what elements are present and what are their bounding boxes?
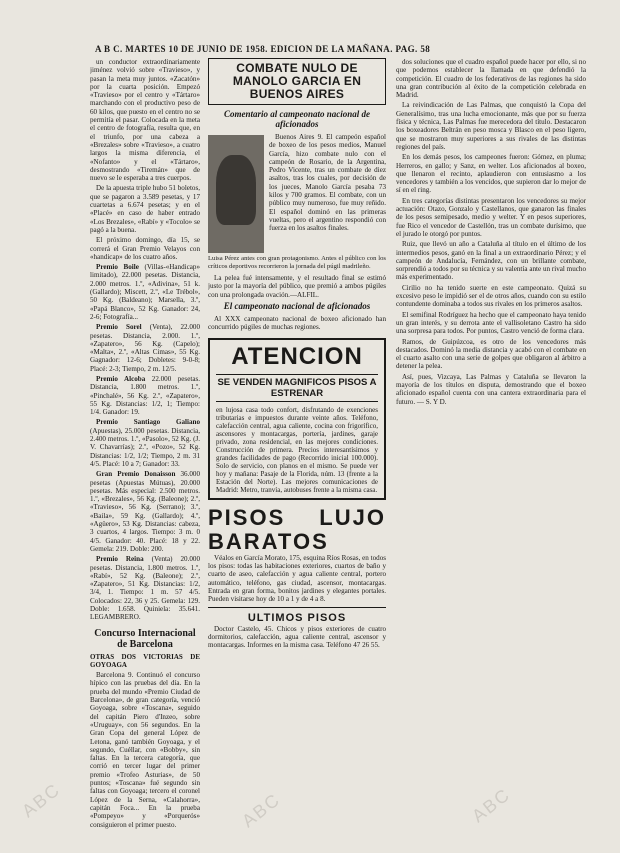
race-result bbox=[90, 263, 200, 321]
race-result bbox=[90, 470, 200, 553]
pisos-title: PISOS LUJO BARATOS bbox=[208, 504, 386, 554]
column-1 bbox=[90, 58, 200, 848]
column-2 bbox=[208, 58, 386, 848]
boxing-photo bbox=[208, 135, 264, 253]
article-paragraph: En los demás pesos, los campeones fueron: Gómez, en pluma; Herreros, en gallo; y Sanz, en welter. Los aficionados al boxeo, que llenaron el recinto, aplaudieron con entusiasmo a los vencedores y también a los vencidos, que supieron dar lo mejor de sí en el ring. bbox=[396, 153, 586, 195]
ultimos-title: ULTIMOS PISOS bbox=[247, 612, 347, 625]
race-title: Gran Premio Donaisson bbox=[96, 470, 176, 479]
abc-watermark: ABC bbox=[238, 788, 285, 832]
pisos-ad bbox=[208, 506, 386, 650]
combate-text-2: La pelea fué intensamente, y el resultado final se estimó justo por la mayoría del público, que premió a ambos púgiles con una prolongada ovación.—ALFIL. bbox=[208, 274, 386, 299]
article-paragraph: El próximo domingo, día 15, se correrá el Gran Premio Velayos con «handicap» de los cuatro años. bbox=[90, 236, 200, 261]
article-paragraph: un conductor extraordinariamente jiménez volvió sobre «Travieso», y pasan la meta muy juntos. «Zacatón» por la cuarta posición. Empezó «Travieso» por el centro y «Tártaro» marchando con el productivo peso de 60 kilos, que puesto en el centro no se permitía el pasar. Colocada en la meta el centro de fotografía, resulta que, en el triunfo, por una cabeza a «Brezales» sobre «Travieso», a cuatro largos la misma diferencia, el «Nofanto» y el «Tártaro», desmostrando «Tiremán» que de nuevo se le esperaba a tres cuerpos. bbox=[90, 58, 200, 183]
article-paragraph: De la apuesta triple hubo 51 boletos, que se pagaron a 3.589 pesetas, y 17 cuartetas a 6.674 pesetas; y en el «Placé» en caso de haber entrado «Los Brezales», «Rabí» y «Tocolo» se pagó a la buena. bbox=[90, 184, 200, 234]
article-paragraph: El semifinal Rodríguez ha hecho que el campeonato haya tenido un gran interés, y su derrota ante el vallisoletano Castro ha sido una sorpresa para todos. Por puntos, Castro venció de forma clara. bbox=[396, 310, 586, 336]
race-text: 22.000 pesetas. Distancia, 1.800 metros. 1.º, «Pinchalé», 56 Kg. 2.º, «Zapatero», 55 Kg. Distancias: 1/2, 1; Tiempo: 1/4. Ganador: 19. bbox=[90, 374, 200, 417]
concurso-headline: Concurso Internacional de Barcelona bbox=[94, 627, 196, 650]
ultimos-body: Doctor Castelo, 45. Chicos y pisos exteriores de cuatro dormitorios, calefacción, agua caliente central, ascensor y montacargas. Informes en la misma casa. Teléfono 47 26 55. bbox=[208, 624, 386, 650]
ad-subtitle: SE VENDEN MAGNIFICOS PISOS A ESTRENAR bbox=[216, 374, 378, 402]
column-3 bbox=[396, 58, 586, 848]
race-text: (Apuestas), 25.000 pesetas. Distancia, 2.400 metros. 1.º, «Pasolo», 52 Kg. (J. V. Chavarrías); 2.º, «Pozo», 52 Kg. Distancias: 1/2, 1/2; Tiempo, 2 m. 31 4/5. Placé: 10 a 7; Ganador: 33. bbox=[90, 426, 200, 468]
race-text: (Venta), 22.000 pesetas. Distancia, 2.000. 1.º, «Zapatero», 56 Kg. (Capelo); «Malta», 2.º, «Altas Cimas», 55 Kg. Gagnador: 12-6; Dobletes: 9-0-8; Placé: 2-3; Tiempo, 2 m. 12/5. bbox=[90, 323, 200, 373]
ad-body: en lujosa casa todo confort, disfrutando de exenciones tributarias e impuestos durante veinte años. Teléfono, calefacción central, agua caliente, cocina con frigorífico, ascensores y montacargas, portería, jardines, garaje privado, zona residencial, en las mejores condiciones. Construcción de primera. Precios interesantísimos y grandes facilidades de pago (Recorrido inicial 100.000). Solo de servicio, con planos en el mismo. Se puede ver hoy y mañana: Pasaje de la Florida, núm. 13 (frente a la Estación del Norte). Las mejores comunicaciones de Madrid: Metro, tranvía, autobuses frente a la misma casa. bbox=[216, 405, 378, 494]
race-result bbox=[90, 375, 200, 416]
abc-watermark: ABC bbox=[18, 778, 65, 822]
article-paragraph: Ruiz, que llevó un año a Cataluña al título en el último de los intermedios pesos, ganó en la final a un extraordinario Pérez; y el campeón de Andalucía, Fernández, con un brillante combate, sorprendió a todos por su técnica y su valentía ante un rival mucho más experimentado. bbox=[396, 240, 586, 282]
page-header: A B C. MARTES 10 DE JUNIO DE 1958. EDICION DE LA MAÑANA. PAG. 58 bbox=[95, 44, 431, 54]
race-result bbox=[90, 323, 200, 373]
atencion-ad bbox=[208, 338, 386, 500]
race-title: Premio Alcoba bbox=[96, 374, 146, 383]
combate-text: Buenos Aires 9. El campeón español de boxeo de los pesos medios, Manuel García, hizo combate nulo con el campeón de Rosario, de la Argentina, Pedro Vicente, tras un combate de diez asaltos, tras los cuales, por decisión de los jueces, Manolo García pesaba 73 kilos y 700 gramos. El combate, con un público muy numeroso, fue muy reñido. El español dominó en las primeras vueltas, pero el argentino respondió con fuerza en los asaltos finales. bbox=[269, 133, 386, 233]
combate-headline: COMBATE NULO DE MANOLO GARCIA EN BUENOS AIRES bbox=[232, 61, 362, 101]
article-paragraph: La reivindicación de Las Palmas, que conquistó la Copa del Generalísimo, tras una lucha emocionante, más que por su fuerza física y técnica, Las Palmas fue merecedora del título. Destacaron los boxeadores Beltrán en peso mosca y Blasco en el peso ligero, que se mostraron muy superiores a sus rivales de las distintas regiones del país. bbox=[396, 101, 586, 151]
combate-subtitle: Comentario al campeonato nacional de aficionados bbox=[223, 109, 370, 129]
photo-caption: Luisa Pérez antes con gran protagonismo. Antes el público con los críticos deportivos recorrieron la jornada del púgil madrileño. bbox=[208, 255, 386, 270]
concurso-subhead: OTRAS DOS VICTORIAS DE GOYOAGA bbox=[90, 652, 200, 669]
ad-title: ATENCION bbox=[231, 342, 363, 370]
article-paragraph: Así, pues, Vizcaya, Las Palmas y Cataluña se llevaron la mayoría de los títulos en disputa, demostrando que el boxeo aficionado español cuenta con una cantera extraordinaria para el futuro. — S. Y D. bbox=[396, 372, 586, 406]
race-text: 36.000 pesetas (Apuestas Mútuas), 20.000 pesetas. Más especial: 2.500 metros. 1.º, «Brezales», 56 Kg. (Baleone); 2.º, «Travieso», 56 Kg. (Serrano); 3.º, «Baila», 59 Kg. (Gallardo); 4.º, «Agüero», 53 Kg. Distancias: cabeza, 3 cuartos, 4 largos. Tiempo: 3 m. 0 4/5. Ganador: 40. Placé: 18 y 22. Gemela: 219. Doble: 200. bbox=[90, 470, 200, 553]
article-paragraph: Ramos, de Guipúzcoa, es otro de los vencedores más destacados. Dominó la media distancia y acabó con el combate en el cuarto asalto con una serie de golpes que obligaron al árbitro a detener la pelea. bbox=[396, 337, 586, 371]
divider bbox=[208, 607, 386, 608]
race-result bbox=[90, 555, 200, 621]
campeonato-headline: El campeonato nacional de aficionados bbox=[223, 301, 371, 312]
article-paragraph: Cirilio no ha tenido suerte en este campeonato. Quizá su excesivo peso le impidió ser el de otros años, cuando con su estilo contundente dominaba a todos sus rivales en los primeros asaltos. bbox=[396, 283, 586, 309]
race-title: Premio Sorel bbox=[96, 323, 142, 332]
article-paragraph: En tres categorías distintas presentaron los vencedores su mejor actuación: Otazo, Gonzalo y Castellanos, que ganaron las finales de los pesos semipesado, medio y welter. Y en pesos superiores, fue Rico el vencedor de Castellón, tras un combate durísimo, que el jurado le otorgó por puntos. bbox=[396, 196, 586, 238]
race-result bbox=[90, 418, 200, 468]
race-text: (Villas-«Handicap» limitado), 22.000 pesetas. Distancia, 2.000 metros. 1.º, «Adivina», 51 k. (Gallardo); Miscett, 2.º, «Le Trébol», 50 Kg. (Baldeano); Marsella, 3.º, «Papá Blanco», 52 Kg. Ganador: 24, 2-6; Fotografía... bbox=[90, 263, 200, 321]
race-title: Premio Reina bbox=[96, 555, 144, 564]
race-title: Premio Santiago Galiano bbox=[96, 418, 200, 427]
campeonato-text: Al XXX campeonato nacional de boxeo aficionado han concurrido púgiles de muchas regiones. bbox=[208, 315, 386, 332]
concurso-text: Barcelona 9. Continuó el concurso hípico con las pruebas del día. En la prueba del mundo «Premio Ciudad de Barcelona», de gran categoría, venció Goyoaga, sobre «Toscana», seguido del capitán Piero d'Inzeo, sobre «Uruguay», con 56 segundos. En la Gran Copa del general López de Letona, ganó también Goyoaga, y el segundo, Cuéllar, con «Bobby», sin faltas. En la tercera categoría, que corrió en tercer lugar del primer premio «Trofeo Asturias», de 50 puntos; «Toscana» fué segundo sin faltas con Goyoaga; tercero el coronel López de la Serna, «Calahorra», capitán Foca... En la prueba «Pompeyo» y «Porquerós» consiguieron el primer puesto. bbox=[90, 671, 200, 829]
abc-watermark: ABC bbox=[468, 783, 515, 827]
article-paragraph: dos soluciones que el cuadro español puede hacer por ello, si no que podemos establecer la llamada en que defendió la competición. El cuadro de los federativos de las regiones ha sido una gran contribución al éxito de la competición celebrada en Madrid. bbox=[396, 58, 586, 100]
race-text: (Venta) 20.000 pesetas. Distancia, 1.800 metros. 1.º, «Rabí», 52 Kg. (Baleone); 2.º, «Zapatero», 51 Kg. Distancias: 1/2, 3/4, 1. Tiempo: 1 m. 57 4/5. Colocados: 22, 36 y 25. Gemela: 129. Doble: 1.658. Quiniela: 35.641. LEGAMBRERO. bbox=[90, 555, 200, 622]
race-title: Premio Boile bbox=[96, 263, 139, 272]
combate-box bbox=[208, 58, 386, 105]
pisos-body: Véalos en García Morato, 175, esquina Ríos Rosas, en todos los pisos: todas las habitaciones exteriores, cuartos de baño y cuarto de aseo, calefacción y agua caliente central, portero automático, teléfono, gas ciudad, ascensor, montacargas. Entrada en gran forma, bonitos jardines y elegantes portales. Pueden visitarse hoy de 10 a 1 y de 4 a 8. bbox=[208, 553, 386, 604]
